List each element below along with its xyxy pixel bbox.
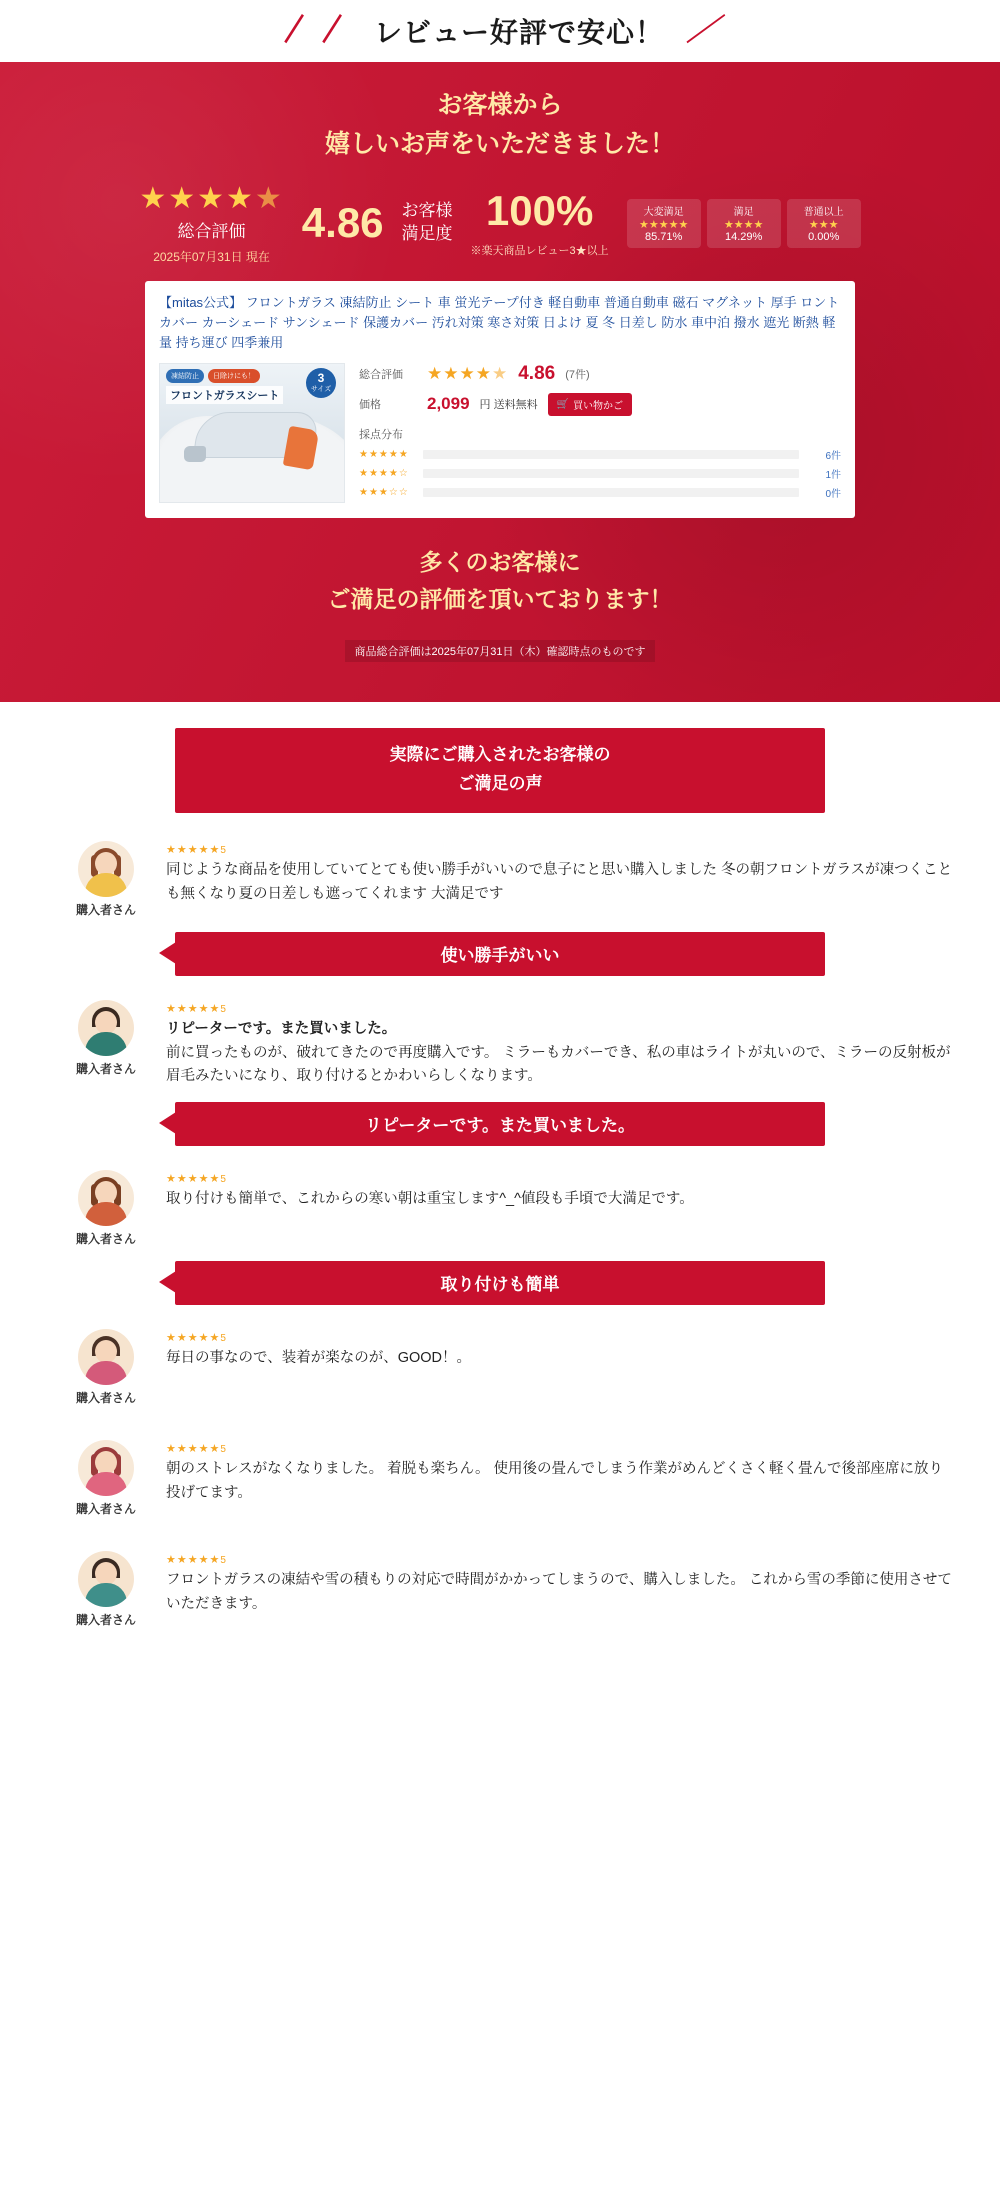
product-image-caption: フロントガラスシート (166, 386, 283, 404)
overall-stars-icon: ★★★★★ (139, 181, 284, 215)
reviewer-name: 購入者さん (75, 903, 136, 918)
dist-stars-icon: ★★★★★ (639, 218, 689, 231)
score-bar-stars-icon: ★★★★☆ (359, 467, 409, 479)
hero-title (0, 86, 1000, 164)
product-card[interactable] (145, 281, 855, 518)
reviewer (62, 1000, 150, 1088)
review-note: ※楽天商品レビュー3★以上 (470, 245, 609, 258)
product-price-value: 2,099 (427, 394, 470, 414)
dist-value: 0.00% (808, 230, 840, 243)
hero-subtitle-line2: ご満足の評価を頂いております！ (327, 585, 673, 612)
product-info (359, 363, 841, 504)
score-bar-count[interactable]: 0件 (825, 488, 841, 500)
score-bar-row (359, 466, 841, 481)
dist-box-satisfied (707, 199, 781, 248)
review-body (166, 1170, 954, 1247)
review-tag-banner: 使い勝手がいい (175, 932, 825, 976)
overall-score: 4.86 (301, 198, 384, 246)
avatar (78, 1000, 134, 1056)
product-stars-icon: ★★★★★ (427, 363, 509, 383)
avatar (78, 841, 134, 897)
score-bar-stars-icon: ★★★☆☆ (359, 486, 409, 498)
review-text: 同じような商品を使用していてとても使い勝手がいいので息子にと思い購入しました 冬の朝フロントガラスが凍つくことも無くなり夏の日差しも遮ってくれます 大満足です (166, 862, 953, 902)
decor-slash-left (273, 14, 354, 47)
add-to-cart-button[interactable] (548, 393, 632, 416)
dist-label: 普通以上 (803, 206, 844, 218)
score-bar-count[interactable]: 1件 (825, 469, 841, 481)
dist-label: 満足 (733, 206, 754, 218)
review-body (166, 1551, 954, 1628)
size-badge-text: サイズ (310, 385, 332, 393)
dist-stars-icon: ★★★ (808, 218, 839, 231)
score-bar-track (423, 450, 799, 459)
size-badge-number: 3 (317, 371, 325, 386)
slash-icon: ／ (273, 14, 316, 47)
product-price-row (359, 393, 841, 416)
reviews-banner (175, 728, 825, 814)
review-stars-icon: ★★★★★5 (166, 844, 227, 857)
decor-slash-right (684, 14, 727, 47)
review-item (0, 1551, 1000, 1628)
reviewer (62, 1440, 150, 1517)
reviews-section (0, 702, 1000, 1685)
satisfaction-distribution (627, 199, 861, 248)
rating-summary (0, 182, 1000, 265)
avatar (78, 1551, 134, 1607)
slash-icon: ／ (684, 14, 727, 47)
score-bar-track (423, 488, 799, 497)
hero-title-line2: 嬉しいお声をいただきました！ (324, 129, 675, 158)
rating-date: 2025年07月31日 現在 (153, 249, 270, 264)
overall-rating-label: 総合評価 (177, 221, 246, 241)
cart-icon: 🛒 (556, 398, 570, 410)
review-stars-icon: ★★★★★5 (166, 1003, 227, 1016)
dist-box-normal-or-above (787, 199, 861, 248)
reviewer (62, 1551, 150, 1628)
product-price-label: 価格 (359, 399, 381, 412)
satisfaction-label-block (402, 200, 453, 246)
satisfaction-label-line2: 満足度 (401, 224, 453, 243)
dist-value: 14.29% (725, 230, 763, 243)
overall-score-block (302, 200, 384, 246)
reviewer-name: 購入者さん (75, 1232, 136, 1247)
reviewer-name: 購入者さん (75, 1062, 136, 1077)
page-title: レビュー好評で安心！ (373, 17, 664, 48)
overall-rating-block (139, 182, 283, 265)
reviewer (62, 841, 150, 918)
review-body (166, 841, 954, 918)
product-rating-label: 総合評価 (359, 368, 403, 381)
product-rating-score: 4.86 (518, 362, 556, 384)
score-bar-stars-icon: ★★★★★ (359, 448, 409, 460)
dist-box-very-satisfied (627, 199, 701, 248)
score-distribution-title: 採点分布 (359, 428, 403, 441)
hero-section (0, 62, 1000, 702)
product-title[interactable]: 【mitas公式】 フロントガラス 凍結防止 シート 車 蛍光テープ付き 軽自動車 普通自動車 磁石 マグネット 厚手 ロントカバー カーシェード サンシェード 保護カバー 汚れ対策 寒さ対策 日よけ 夏 冬 日差し 防水 車中泊 撥水 遮光 断熱 軽量 持ち運び 四季兼用 (159, 294, 840, 350)
hero-footnote: 商品総合評価は2025年07月31日（木）確認時点のものです (345, 640, 656, 662)
review-headline: リピーターです。また買いました。 (166, 1021, 397, 1038)
score-bar-track (423, 469, 799, 478)
page-header (0, 0, 1000, 62)
review-item (0, 1329, 1000, 1406)
review-stars-icon: ★★★★★5 (166, 1332, 227, 1345)
reviewer-name: 購入者さん (75, 1391, 136, 1406)
dist-stars-icon: ★★★★ (723, 218, 764, 231)
satisfaction-value-block (471, 188, 609, 258)
review-text: 前に買ったものが、破れてきたので再度購入です。 ミラーもカバーでき、私の車はライトが丸いので、ミラーの反射板が眉毛みたいになり、取り付けるとかわいらしくなります。 (166, 1044, 951, 1084)
mirror-illustration (184, 446, 206, 462)
badge-sunshade: 日除けにも！ (208, 369, 260, 383)
badge-antifreeze: 凍結防止 (166, 369, 204, 383)
reviewer (62, 1170, 150, 1247)
product-shipping-note: 円 送料無料 (479, 399, 538, 412)
review-item (0, 1000, 1000, 1088)
cart-button-label: 買い物かご (573, 400, 624, 412)
score-bar-row (359, 485, 841, 500)
review-text: フロントガラスの凍結や雪の積もりの対応で時間がかかってしまうので、購入しました。 これから雪の季節に使用させていただきます。 (166, 1572, 952, 1612)
review-body (166, 1440, 954, 1517)
reviews-banner-line1: 実際にご購入されたお客様の (389, 744, 611, 764)
review-text: 毎日の事なので、装着が楽なのが、GOOD！。 (166, 1350, 472, 1367)
hero-subtitle-line1: 多くのお客様に (419, 548, 581, 575)
product-rating-row (359, 363, 841, 385)
satisfaction-value: 100% (485, 186, 594, 234)
dist-label: 大変満足 (643, 206, 684, 218)
review-tag-banner: 取り付けも簡単 (175, 1261, 825, 1305)
reviewer (62, 1329, 150, 1406)
review-item (0, 1440, 1000, 1517)
avatar (78, 1329, 134, 1385)
product-image (159, 363, 345, 503)
review-item (0, 841, 1000, 918)
review-stars-icon: ★★★★★5 (166, 1554, 227, 1567)
reviews-banner-line2: ご満足の声 (457, 774, 543, 794)
avatar (78, 1170, 134, 1226)
product-rating-count: (7件) (565, 368, 590, 381)
size-badge (306, 368, 336, 398)
review-body (166, 1000, 954, 1088)
review-text: 朝のストレスがなくなりました。 着脱も楽ちん。 使用後の畳んでしまう作業がめんどくさく軽く畳んで後部座席に放り投げてます。 (166, 1461, 943, 1501)
review-body (166, 1329, 954, 1406)
avatar (78, 1440, 134, 1496)
review-tag-banner: リピーターです。また買いました。 (175, 1102, 825, 1146)
slash-icon: ／ (311, 14, 354, 47)
review-stars-icon: ★★★★★5 (166, 1443, 227, 1456)
review-stars-icon: ★★★★★5 (166, 1173, 227, 1186)
satisfaction-label-line1: お客様 (401, 201, 453, 221)
score-bar-row (359, 447, 841, 462)
hero-title-line1: お客様から (437, 91, 563, 119)
reviewer-name: 購入者さん (75, 1613, 136, 1628)
dist-value: 85.71% (645, 230, 683, 243)
review-item (0, 1170, 1000, 1247)
review-text: 取り付けも簡単で、これからの寒い朝は重宝します^_^値段も手頃で大満足です。 (166, 1191, 694, 1208)
reviewer-name: 購入者さん (75, 1502, 136, 1517)
hero-subtitle (0, 544, 1000, 618)
score-bar-count[interactable]: 6件 (825, 450, 841, 462)
